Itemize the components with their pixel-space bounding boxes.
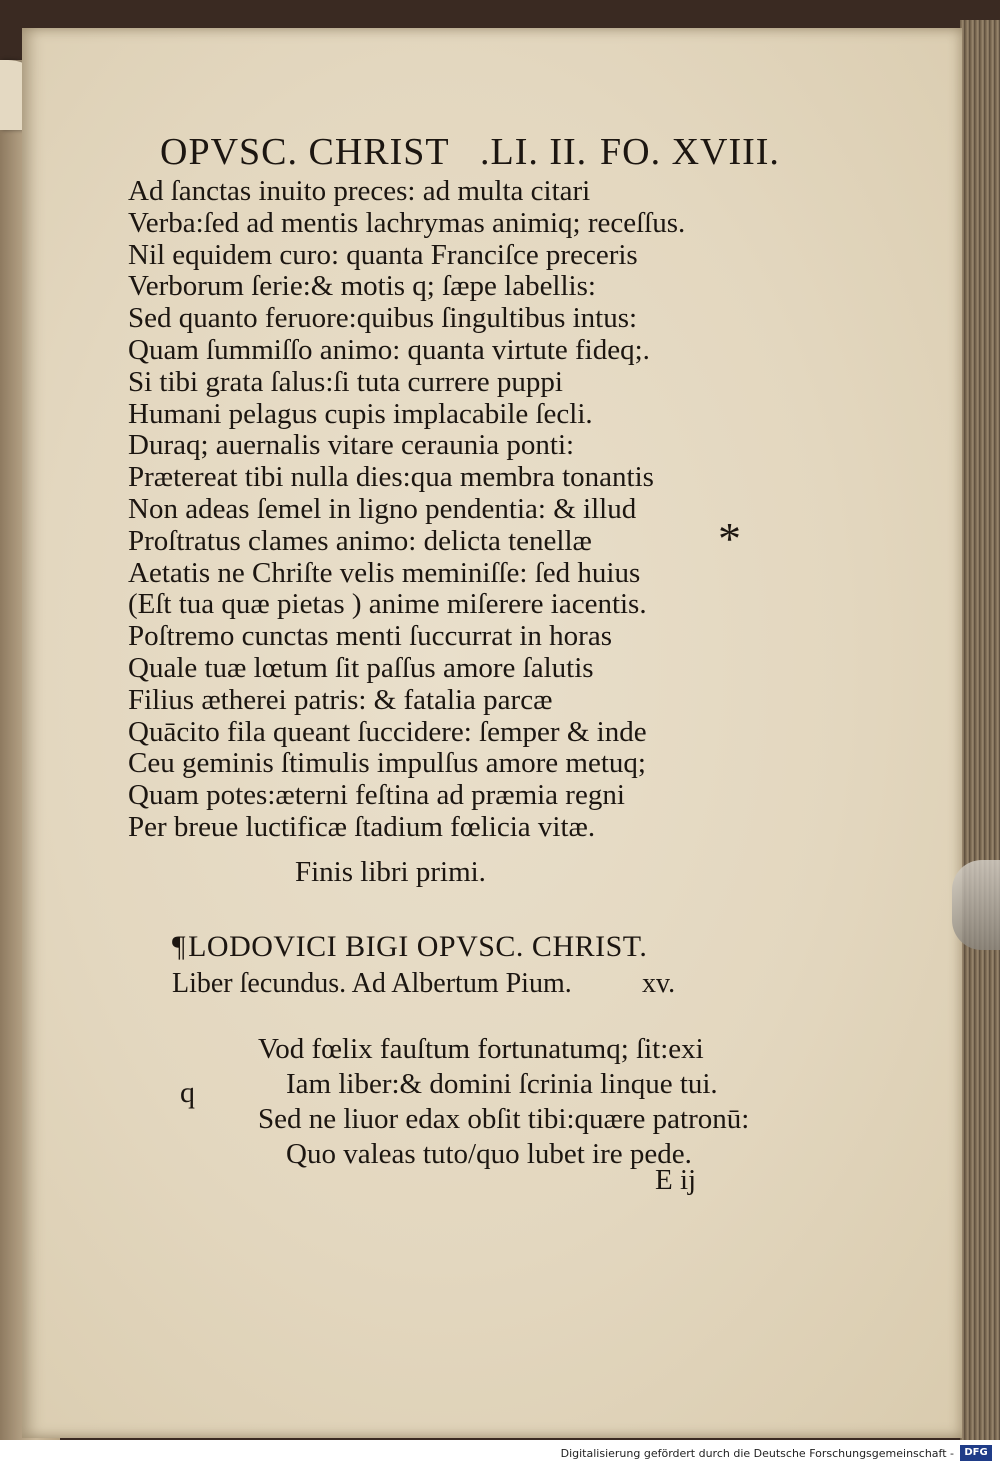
verse-line: Si tibi grata ſalus:ſi tuta currere puppi (128, 365, 563, 398)
verse-line: (Eſt tua quæ pietas ) anime miſerere iacentis. (128, 588, 647, 621)
page-clip (952, 860, 1000, 950)
verse-line: Aetatis ne Chriſte velis meminiſſe: ſed huius (128, 556, 641, 589)
footer-credit: Digitalisierung gefördert durch die Deutsche Forschungsgemeinschaft - (560, 1447, 954, 1460)
verse-line: Per breue luctificæ ſtadium fœlicia vitæ. (128, 810, 596, 843)
marginal-asterisk-icon: * (718, 513, 741, 564)
header-book: .LI. II. (480, 131, 588, 173)
book-title (172, 930, 732, 1004)
dedication-block (258, 1032, 749, 1172)
book-title-subtitle: Liber ſecundus. Ad Albertum Pium. (172, 968, 572, 999)
verse-line: Quale tuæ lœtum ſit paſſus amore ſalutis (128, 651, 594, 684)
header-folio: FO. XVIII. (600, 131, 780, 173)
verse-line: Verborum ſerie:& motis q; ſæpe labellis: (128, 270, 596, 303)
verse-line: Ad ſanctas inuito preces: ad multa citari (128, 175, 591, 207)
signature-mark: E ij (655, 1164, 697, 1196)
dedication-line: Vod fœlix fauſtum fortunatumq; ſit:exi (258, 1033, 704, 1065)
verse-line: Duraq; auernalis vitare ceraunia ponti: (128, 429, 575, 462)
verse-line: Nil equidem curo: quanta Franciſce preceris (128, 238, 638, 271)
finis-line: Finis libri primi. (295, 856, 486, 888)
verse-line: Non adeas ſemel in ligno pendentia: & illud (128, 492, 637, 525)
guide-letter: q (180, 1076, 195, 1109)
book-title-number: xv. (642, 968, 676, 999)
verse-line: Proſtratus clames animo: delicta tenellæ (128, 524, 592, 557)
dfg-logo: DFG (960, 1445, 992, 1461)
book-title-line1 (172, 930, 732, 968)
header-title: OPVSC. CHRIST (160, 131, 450, 173)
verse-line: Sed quanto feruore:quibus ſingultibus intus: (128, 302, 638, 335)
pilcrow-icon: ¶ (172, 930, 187, 963)
dedication-line: Quo valeas tuto/quo lubet ire pede. (286, 1138, 692, 1170)
verse-line: Ceu geminis ſtimulis impulſus amore metuq; (128, 747, 646, 780)
verse-block (128, 176, 728, 844)
verse-line: Quam ſummiſſo animo: quanta virtute fideq;. (128, 333, 650, 366)
footer-bar (0, 1440, 1000, 1467)
dedication-line: Sed ne liuor edax obſit tibi:quære patronū: (258, 1103, 750, 1135)
dedication-line: Iam liber:& domini ſcrinia linque tui. (286, 1068, 718, 1100)
book-title-author: LODOVICI BIGI OPVSC. CHRIST. (188, 930, 648, 963)
book-title-line2 (172, 968, 732, 1004)
verse-line: Quam potes:æterni feſtina ad præmia regni (128, 779, 625, 812)
verse-line: Verba:ſed ad mentis lachrymas animiq; receſſus. (128, 206, 686, 239)
verse-line: Filius ætherei patris: & fatalia parcæ (128, 683, 553, 716)
verse-line: Prætereat tibi nulla dies:qua membra tonantis (128, 461, 654, 494)
verse-line: Quācito fila queant ſuccidere: ſemper & inde (128, 715, 647, 748)
verse-line: Humani pelagus cupis implacabile ſecli. (128, 397, 593, 430)
verse-line: Poſtremo cunctas menti ſuccurrat in horas (128, 620, 612, 653)
book-fore-edge (960, 20, 1000, 1440)
